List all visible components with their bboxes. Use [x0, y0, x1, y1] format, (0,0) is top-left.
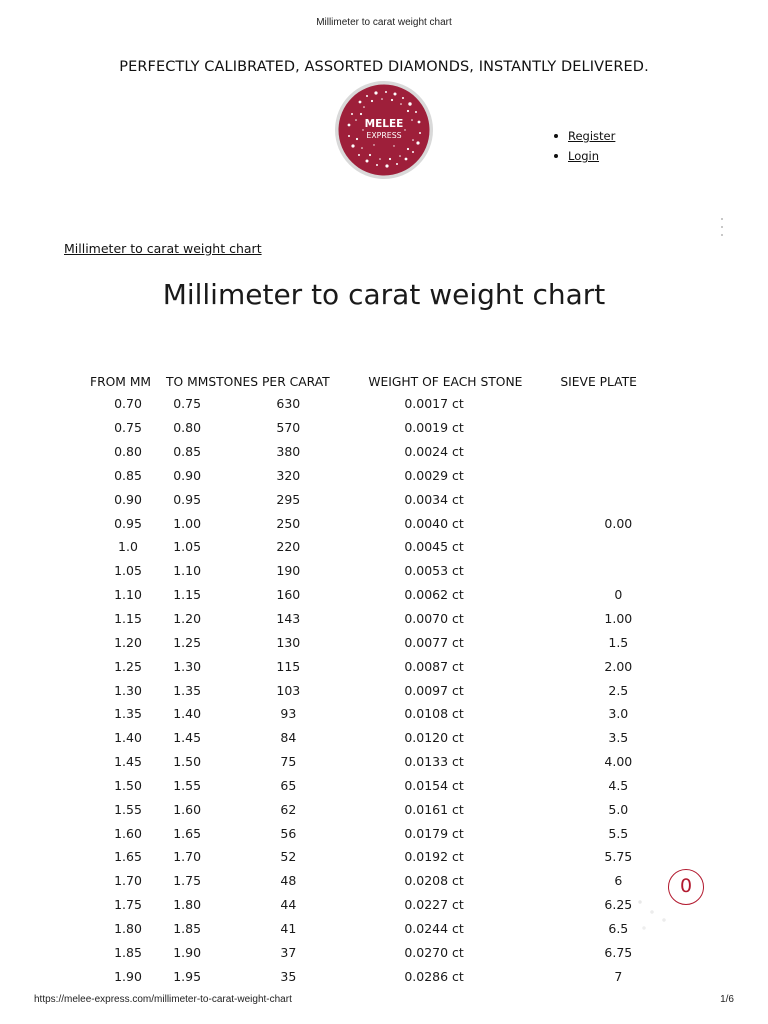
- print-header-title: Millimeter to carat weight chart: [316, 17, 452, 28]
- cell-to-mm: 0.80: [173, 420, 202, 436]
- cell-weight: 0.0029 ct: [404, 467, 464, 483]
- cell-from-mm: 1.90: [114, 968, 142, 984]
- table-row: [90, 917, 676, 941]
- cell-weight: 0.0286 ct: [404, 968, 464, 984]
- cell-from-mm: 1.15: [114, 611, 142, 627]
- breadcrumb-link[interactable]: Millimeter to carat weight chart: [64, 241, 262, 256]
- cell-from-mm: 1.35: [114, 706, 142, 722]
- table-row: [90, 559, 676, 583]
- cell-to-mm: 1.55: [173, 777, 202, 793]
- table-row: [90, 607, 676, 631]
- table-header-row: [90, 372, 676, 392]
- cell-stones-per-carat: 143: [276, 611, 301, 627]
- cell-to-mm: 1.70: [173, 849, 202, 865]
- cell-from-mm: 0.95: [114, 515, 142, 531]
- cell-stones-per-carat: 44: [280, 897, 297, 913]
- cell-stones-per-carat: 48: [280, 873, 297, 889]
- cell-weight: 0.0244 ct: [404, 920, 464, 936]
- cell-weight: 0.0045 ct: [404, 539, 464, 555]
- cell-from-mm: 1.50: [114, 777, 142, 793]
- cell-from-mm: 1.05: [114, 563, 142, 579]
- table-row: [90, 750, 676, 774]
- cell-to-mm: 1.35: [173, 682, 202, 698]
- table-row: [90, 821, 676, 845]
- login-link[interactable]: Login: [568, 149, 600, 163]
- cell-weight: 0.0227 ct: [404, 897, 464, 913]
- table-row: [90, 392, 676, 416]
- table-row: [90, 940, 676, 964]
- header-to-mm: TO MM: [166, 375, 209, 389]
- logo-text-express: EXPRESS: [366, 131, 402, 140]
- cell-to-mm: 0.75: [173, 396, 202, 412]
- table-row: [90, 774, 676, 798]
- cell-sieve-plate: 1.5: [608, 634, 629, 650]
- cell-weight: 0.0192 ct: [404, 849, 464, 865]
- cell-from-mm: 1.75: [114, 897, 142, 913]
- cell-sieve-plate: 2.5: [608, 682, 629, 698]
- cell-to-mm: 1.20: [173, 611, 202, 627]
- table-row: [90, 678, 676, 702]
- cell-sieve-plate: 7: [614, 968, 623, 984]
- cell-from-mm: 1.70: [114, 873, 142, 889]
- cell-to-mm: 1.75: [173, 873, 202, 889]
- cell-to-mm: 1.90: [173, 944, 202, 960]
- cell-weight: 0.0062 ct: [404, 587, 464, 603]
- logo-text-melee: MELEE: [364, 118, 404, 130]
- cell-from-mm: 1.60: [114, 825, 142, 841]
- cell-to-mm: 1.45: [173, 730, 202, 746]
- cell-to-mm: 1.05: [173, 539, 202, 555]
- cell-weight: 0.0070 ct: [404, 611, 464, 627]
- table-row: [90, 654, 676, 678]
- cell-sieve-plate: 0.00: [604, 515, 633, 531]
- cell-from-mm: 0.85: [114, 467, 142, 483]
- cell-stones-per-carat: 160: [276, 587, 301, 603]
- cell-from-mm: 0.75: [114, 420, 142, 436]
- table-row: [90, 797, 676, 821]
- cell-to-mm: 1.40: [173, 706, 202, 722]
- cell-from-mm: 0.80: [114, 444, 142, 460]
- cell-stones-per-carat: 35: [280, 968, 297, 984]
- register-link[interactable]: Register: [568, 129, 616, 143]
- cell-sieve-plate: 5.0: [608, 801, 629, 817]
- table-row: [90, 416, 676, 440]
- cell-weight: 0.0040 ct: [404, 515, 464, 531]
- cell-from-mm: 1.10: [114, 587, 142, 603]
- cell-sieve-plate: 6.25: [604, 897, 633, 913]
- cell-weight: 0.0133 ct: [404, 754, 464, 770]
- cell-sieve-plate: [560, 416, 676, 440]
- cell-stones-per-carat: 65: [280, 777, 297, 793]
- melee-express-logo[interactable]: [334, 80, 434, 180]
- cell-stones-per-carat: 56: [280, 825, 297, 841]
- table-row: [90, 702, 676, 726]
- cell-sieve-plate: 6.5: [608, 920, 629, 936]
- cell-sieve-plate: 5.75: [604, 849, 633, 865]
- nav-item-login: [554, 148, 615, 168]
- cell-stones-per-carat: 190: [276, 563, 301, 579]
- cell-stones-per-carat: 630: [276, 396, 301, 412]
- print-footer-url: https://melee-express.com/millimeter-to-carat-weight-chart: [34, 994, 292, 1005]
- cell-from-mm: 1.65: [114, 849, 142, 865]
- cell-to-mm: 1.10: [173, 563, 202, 579]
- mm-to-carat-table: [90, 372, 676, 988]
- cell-stones-per-carat: 37: [280, 944, 297, 960]
- cell-to-mm: 1.80: [173, 897, 202, 913]
- cell-sieve-plate: [560, 559, 676, 583]
- cell-to-mm: 1.65: [173, 825, 202, 841]
- cell-sieve-plate: 1.00: [604, 611, 633, 627]
- cell-to-mm: 0.95: [173, 491, 202, 507]
- cell-to-mm: 1.30: [173, 658, 202, 674]
- cell-sieve-plate: 6.75: [604, 944, 633, 960]
- cell-from-mm: 1.55: [114, 801, 142, 817]
- cell-stones-per-carat: 93: [280, 706, 297, 722]
- cell-weight: 0.0270 ct: [404, 944, 464, 960]
- cell-sieve-plate: [560, 487, 676, 511]
- cell-from-mm: 0.90: [114, 491, 142, 507]
- cell-to-mm: 1.60: [173, 801, 202, 817]
- cell-stones-per-carat: 130: [276, 634, 301, 650]
- cell-weight: 0.0154 ct: [404, 777, 464, 793]
- cell-sieve-plate: [560, 535, 676, 559]
- table-row: [90, 964, 676, 988]
- cell-weight: 0.0208 ct: [404, 873, 464, 889]
- cell-weight: 0.0019 ct: [404, 420, 464, 436]
- table-body: [90, 392, 676, 988]
- cell-sieve-plate: 0: [614, 587, 623, 603]
- header-sieve-plate: SIEVE PLATE: [560, 375, 637, 389]
- cell-sieve-plate: 3.0: [608, 706, 629, 722]
- cell-to-mm: 1.25: [173, 634, 202, 650]
- cell-sieve-plate: 2.00: [604, 658, 633, 674]
- cell-stones-per-carat: 320: [276, 467, 301, 483]
- cell-stones-per-carat: 75: [280, 754, 297, 770]
- faded-decoration: [634, 898, 674, 932]
- cell-stones-per-carat: 52: [280, 849, 297, 865]
- cell-to-mm: 0.85: [173, 444, 202, 460]
- cell-to-mm: 1.85: [173, 920, 202, 936]
- table-row: [90, 845, 676, 869]
- cell-stones-per-carat: 570: [276, 420, 301, 436]
- table-row: [90, 487, 676, 511]
- cell-stones-per-carat: 84: [280, 730, 297, 746]
- cell-weight: 0.0017 ct: [404, 396, 464, 412]
- cell-weight: 0.0034 ct: [404, 491, 464, 507]
- cell-from-mm: 1.45: [114, 754, 142, 770]
- table-row: [90, 630, 676, 654]
- cell-weight: 0.0077 ct: [404, 634, 464, 650]
- cell-from-mm: 1.0: [118, 539, 138, 555]
- cell-from-mm: 1.20: [114, 634, 142, 650]
- table-row: [90, 464, 676, 488]
- cell-to-mm: 1.50: [173, 754, 202, 770]
- cell-to-mm: 1.15: [173, 587, 202, 603]
- print-page-number: 1/6: [720, 994, 734, 1005]
- table-row: [90, 535, 676, 559]
- cell-from-mm: 1.85: [114, 944, 142, 960]
- cell-weight: 0.0024 ct: [404, 444, 464, 460]
- cell-sieve-plate: 3.5: [608, 730, 629, 746]
- cell-from-mm: 1.30: [114, 682, 142, 698]
- header-weight-each-stone: WEIGHT OF EACH STONE: [368, 375, 523, 389]
- cell-weight: 0.0120 ct: [404, 730, 464, 746]
- cell-from-mm: 1.25: [114, 658, 142, 674]
- table-row: [90, 893, 676, 917]
- cell-from-mm: 0.70: [114, 396, 142, 412]
- cell-to-mm: 1.95: [173, 968, 202, 984]
- table-row: [90, 869, 676, 893]
- table-row: [90, 440, 676, 464]
- cell-weight: 0.0087 ct: [404, 658, 464, 674]
- cell-weight: 0.0161 ct: [404, 801, 464, 817]
- cell-from-mm: 1.40: [114, 730, 142, 746]
- cell-sieve-plate: [560, 440, 676, 464]
- cell-from-mm: 1.80: [114, 920, 142, 936]
- cell-to-mm: 0.90: [173, 467, 202, 483]
- page-title: Millimeter to carat weight chart: [162, 278, 606, 311]
- cell-weight: 0.0108 ct: [404, 706, 464, 722]
- cell-weight: 0.0179 ct: [404, 825, 464, 841]
- scroll-indicator-dots: [721, 218, 723, 240]
- cell-sieve-plate: [560, 392, 676, 416]
- chat-count: 0: [679, 875, 693, 897]
- header-stones-per-carat: STONES PER CARAT: [208, 375, 330, 389]
- cell-stones-per-carat: 62: [280, 801, 297, 817]
- cell-weight: 0.0053 ct: [404, 563, 464, 579]
- site-banner: PERFECTLY CALIBRATED, ASSORTED DIAMONDS, INSTANTLY DELIVERED.: [119, 59, 649, 75]
- cell-weight: 0.0097 ct: [404, 682, 464, 698]
- cell-to-mm: 1.00: [173, 515, 202, 531]
- cell-sieve-plate: 4.00: [604, 754, 633, 770]
- cell-sieve-plate: 6: [614, 873, 623, 889]
- cell-sieve-plate: 4.5: [608, 777, 629, 793]
- header-from-mm: FROM MM: [90, 375, 152, 389]
- cell-stones-per-carat: 41: [280, 920, 297, 936]
- cell-stones-per-carat: 103: [276, 682, 301, 698]
- table-row: [90, 511, 676, 535]
- cell-stones-per-carat: 220: [276, 539, 301, 555]
- cell-stones-per-carat: 115: [276, 658, 301, 674]
- cell-sieve-plate: [560, 464, 676, 488]
- table-row: [90, 583, 676, 607]
- cell-stones-per-carat: 380: [276, 444, 301, 460]
- nav-item-register: [554, 128, 615, 148]
- table-row: [90, 726, 676, 750]
- cell-sieve-plate: 5.5: [608, 825, 629, 841]
- account-nav: [554, 128, 615, 168]
- cell-stones-per-carat: 295: [276, 491, 301, 507]
- cell-stones-per-carat: 250: [276, 515, 301, 531]
